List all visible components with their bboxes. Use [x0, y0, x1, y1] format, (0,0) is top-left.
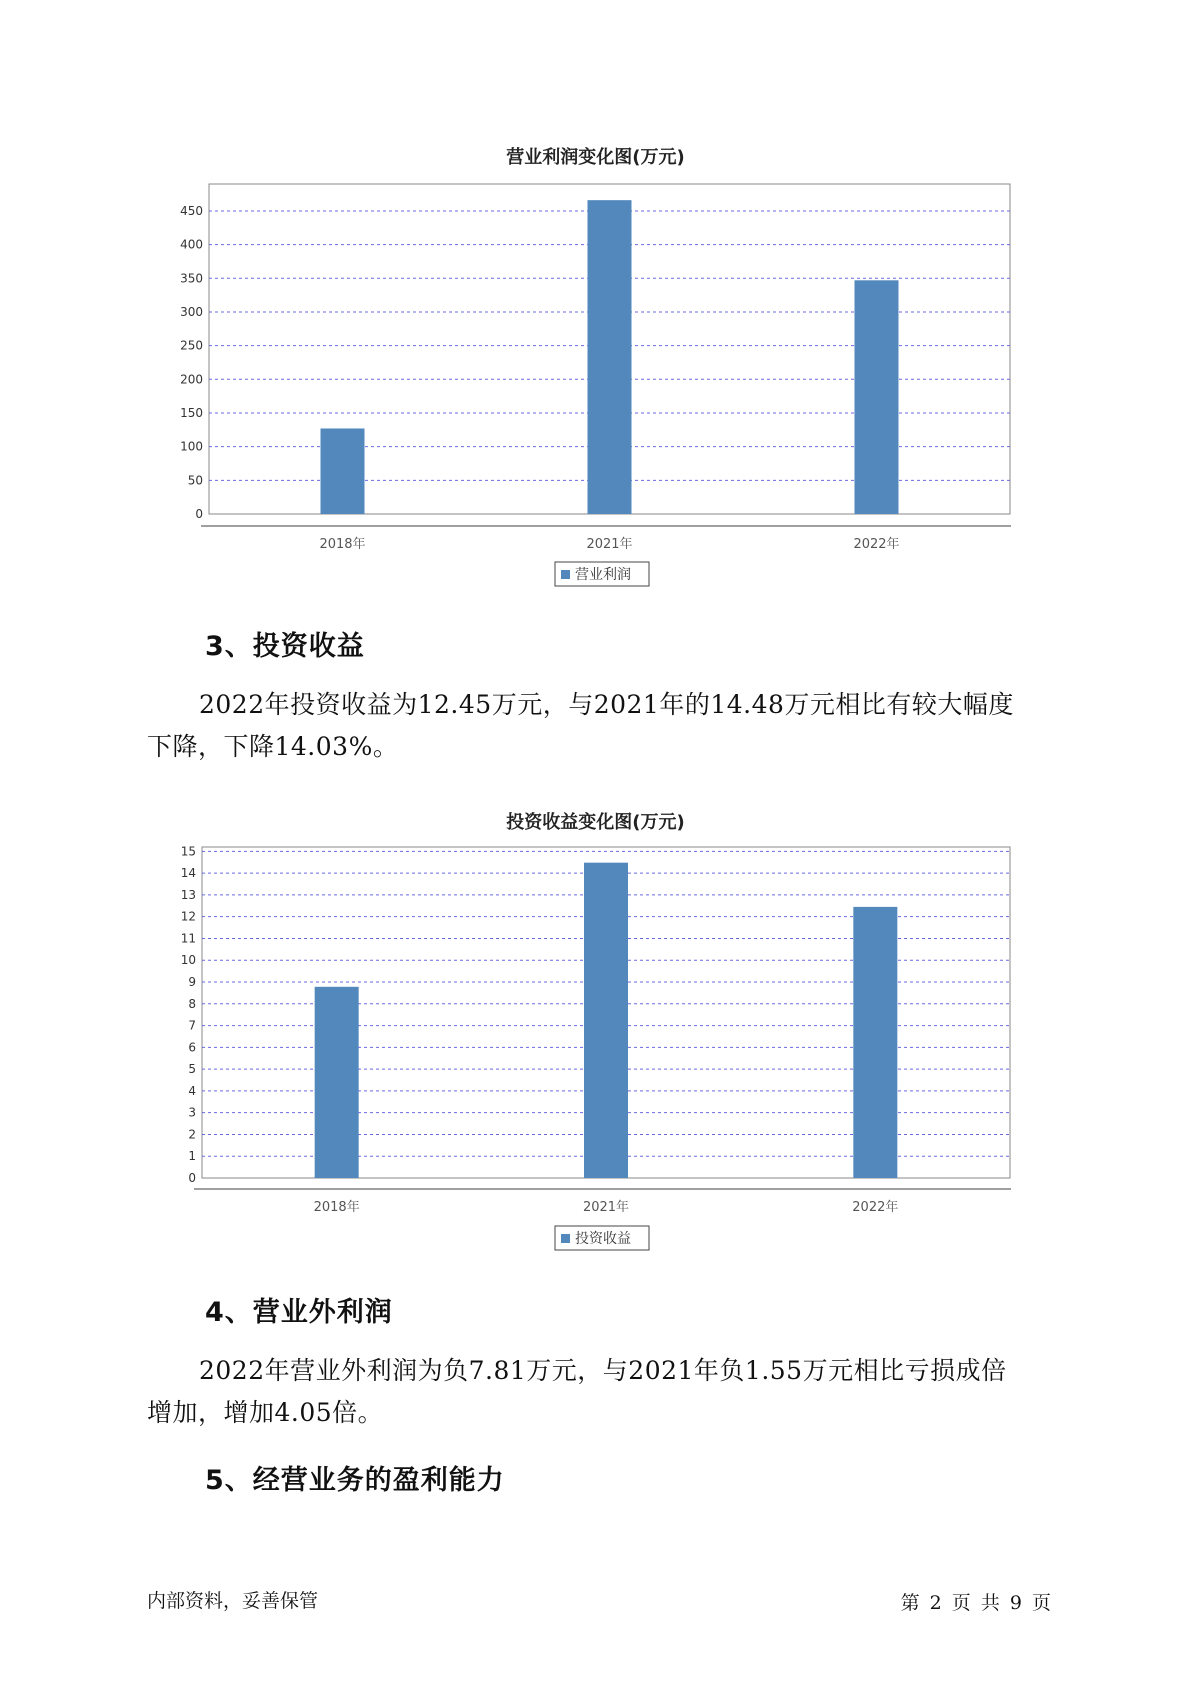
section-heading-non-operating-profit: 4、营业外利润 — [205, 1297, 393, 1328]
legend-swatch — [561, 570, 570, 579]
investment-income-chart — [0, 835, 1191, 1265]
y-tick-label: 150 — [180, 405, 203, 420]
y-tick-label: 6 — [188, 1040, 196, 1055]
y-tick-label: 100 — [180, 439, 203, 454]
y-tick-label: 300 — [180, 304, 203, 319]
y-tick-label: 11 — [180, 931, 196, 946]
y-tick-label: 400 — [180, 237, 203, 252]
footer-confidential-note: 内部资料，妥善保管 — [147, 1590, 319, 1612]
legend-swatch — [561, 1234, 570, 1243]
operating-profit-chart — [0, 170, 1191, 600]
x-tick-label: 2021年 — [582, 1200, 630, 1215]
paragraph-line: 下降，下降14.03%。 — [147, 732, 399, 761]
y-tick-label: 14 — [180, 866, 196, 881]
y-tick-label: 4 — [188, 1083, 196, 1098]
bar-2018年 — [315, 987, 359, 1178]
y-tick-label: 50 — [187, 473, 203, 488]
y-tick-label: 8 — [188, 996, 196, 1011]
section-heading-operating-profitability: 5、经营业务的盈利能力 — [205, 1465, 505, 1496]
investment-income-paragraph — [147, 684, 1047, 768]
section-heading-investment-income: 3、投资收益 — [205, 631, 365, 662]
paragraph-line: 2022年营业外利润为负7.81万元，与2021年负1.55万元相比亏损成倍 — [199, 1356, 1007, 1385]
y-tick-label: 10 — [180, 953, 196, 968]
legend-label: 投资收益 — [575, 1231, 631, 1247]
paragraph-line: 增加，增加4.05倍。 — [147, 1398, 384, 1427]
y-tick-label: 7 — [188, 1018, 196, 1033]
y-tick-label: 0 — [188, 1171, 196, 1185]
chart-title-investment-income: 投资收益变化图(万元) — [506, 812, 685, 833]
y-tick-label: 15 — [180, 844, 196, 859]
y-tick-label: 1 — [188, 1149, 196, 1164]
y-tick-label: 2 — [188, 1127, 196, 1142]
y-tick-label: 200 — [180, 372, 203, 387]
paragraph-line: 2022年投资收益为12.45万元，与2021年的14.48万元相比有较大幅度 — [199, 690, 1014, 719]
footer-page-number: 第 2 页 共 9 页 — [900, 1592, 1051, 1614]
y-tick-label: 5 — [188, 1062, 196, 1077]
y-tick-label: 9 — [188, 975, 196, 990]
legend — [555, 562, 649, 586]
y-tick-label: 12 — [180, 909, 196, 924]
legend-label: 营业利润 — [575, 567, 631, 583]
x-tick-label: 2021年 — [586, 537, 633, 552]
y-tick-label: 350 — [180, 271, 203, 286]
bar-2022年 — [855, 280, 899, 514]
bar-2021年 — [584, 863, 628, 1178]
non-operating-profit-paragraph — [147, 1350, 1047, 1434]
bar-2021年 — [588, 200, 632, 514]
y-tick-label: 450 — [180, 203, 203, 218]
x-tick-label: 2022年 — [852, 1200, 899, 1215]
y-tick-label: 0 — [195, 507, 203, 521]
bar-2018年 — [321, 428, 365, 514]
x-tick-label: 2022年 — [853, 537, 900, 552]
x-tick-label: 2018年 — [313, 1200, 360, 1215]
y-tick-label: 13 — [180, 887, 196, 902]
x-tick-label: 2018年 — [319, 537, 366, 552]
y-tick-label: 250 — [180, 338, 203, 353]
legend — [555, 1226, 649, 1250]
chart-title-operating-profit: 营业利润变化图(万元) — [506, 147, 685, 168]
bar-2022年 — [853, 907, 897, 1178]
y-tick-label: 3 — [188, 1105, 196, 1120]
